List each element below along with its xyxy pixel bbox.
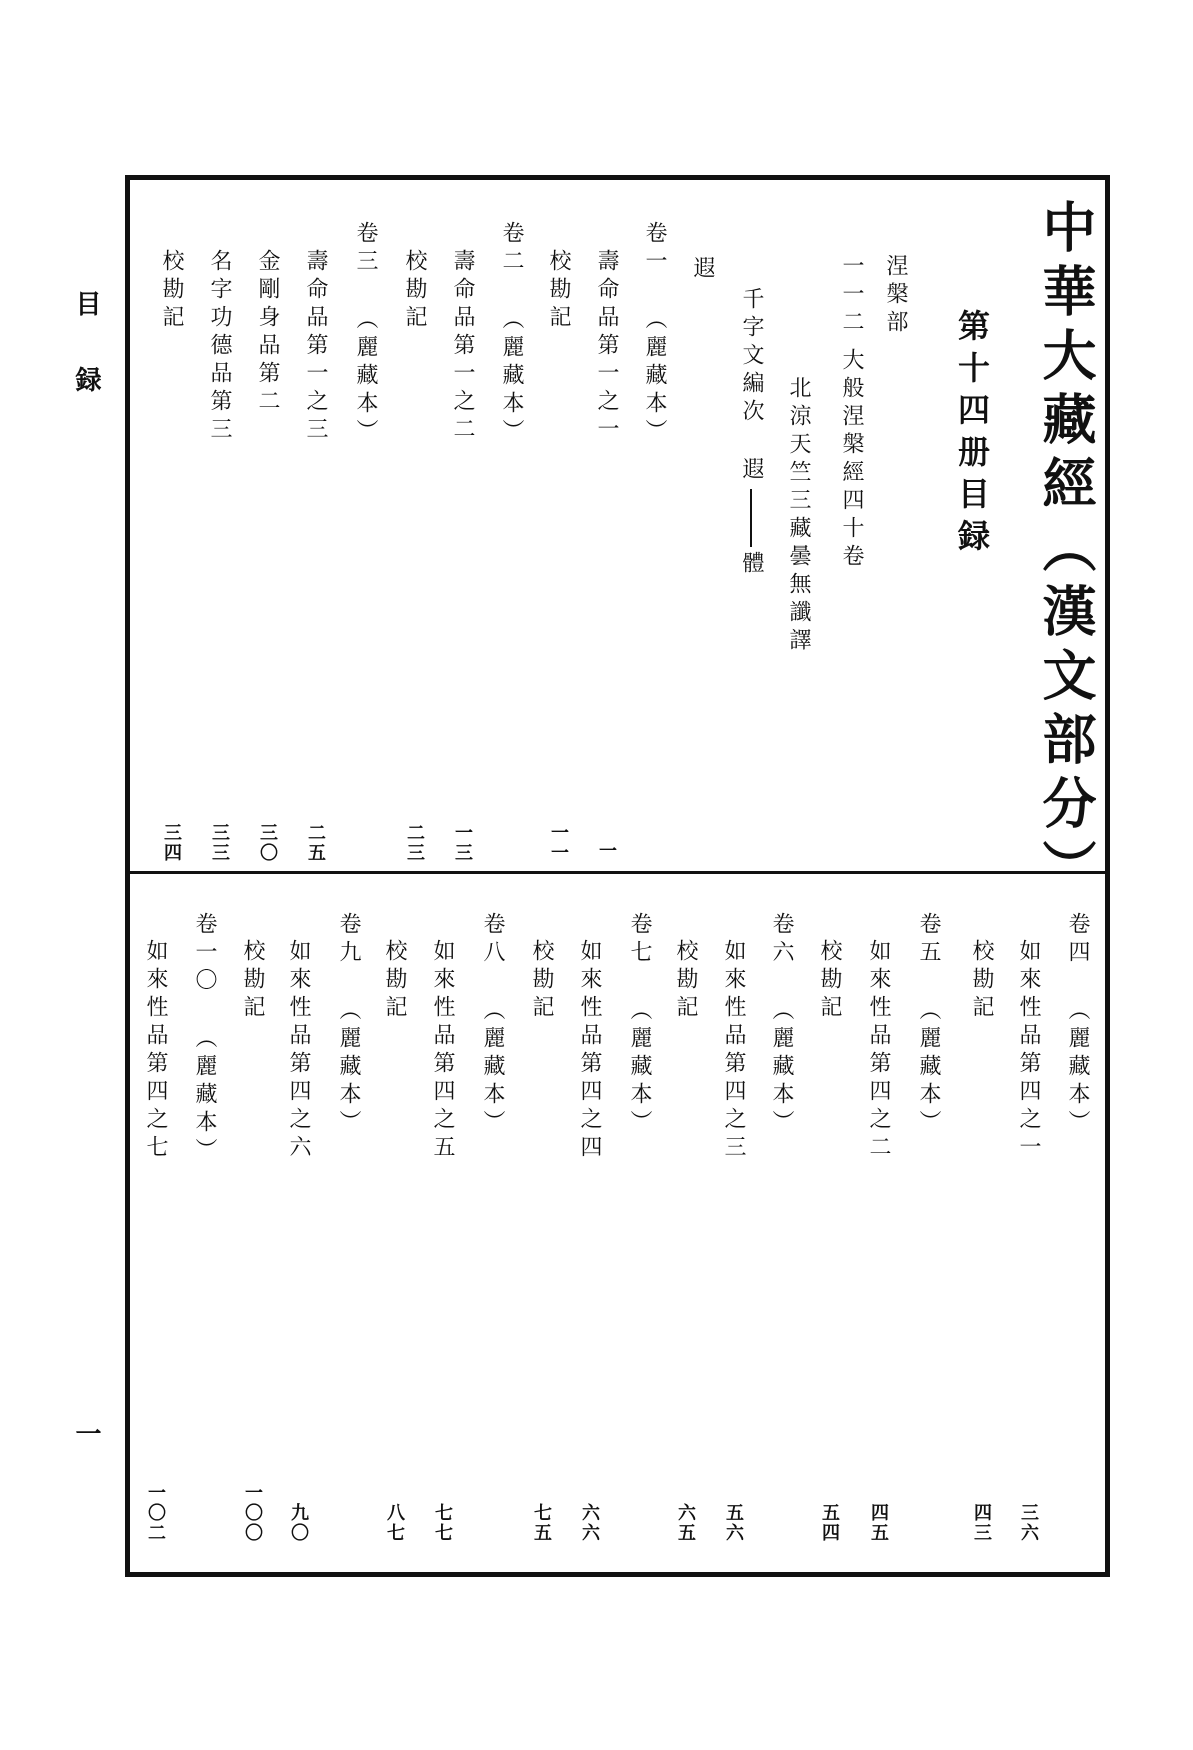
toc-entry (1017, 939, 1039, 1163)
sutra-number: 一一二 (839, 254, 864, 338)
toc-entry (970, 939, 992, 1023)
volume-heading: 第十四册目録 (953, 309, 991, 561)
entry-label: 卷七 (627, 912, 652, 968)
toc-volume-heading (354, 221, 376, 447)
page-number: 五四 (819, 1503, 840, 1543)
toc-entry (818, 939, 840, 1023)
entry-label: 校勘記 (673, 939, 698, 1023)
entry-label: 名字功德品第三 (207, 249, 232, 445)
entry-label: 如來性品第四之五 (430, 939, 455, 1163)
edition-note: （麗藏本） (769, 998, 794, 1138)
page-number: 一 (596, 841, 617, 861)
toc-entry (403, 249, 425, 333)
entry-label: 如來性品第四之四 (577, 939, 602, 1163)
entry-label: 卷一 (642, 221, 667, 277)
edition-note: （麗藏本） (642, 307, 667, 447)
section-name: 涅槃部 (883, 254, 908, 338)
toc-entry (578, 939, 600, 1163)
toc-entry (287, 939, 309, 1163)
toc-entry (595, 249, 617, 445)
translator: 北涼天竺三藏曇無讖譯 (786, 376, 811, 656)
edition-note: （麗藏本） (192, 1026, 217, 1166)
qianziwen-label: 千字文編次 (739, 287, 764, 427)
range-dash (750, 489, 752, 547)
entry-label: 卷五 (916, 912, 941, 968)
toc-entry (547, 249, 569, 333)
entry-label: 如來性品第四之六 (286, 939, 311, 1163)
sutra-title: 大般涅槃經四十卷 (839, 348, 864, 572)
page-number: 三四 (161, 823, 182, 863)
toc-volume-heading (770, 912, 792, 1138)
qianziwen-order (740, 287, 762, 579)
half-divider (125, 871, 1110, 874)
page-number: 三三 (209, 823, 230, 863)
entry-label: 校勘記 (529, 939, 554, 1023)
toc-entry (256, 249, 278, 417)
entry-label: 卷八 (480, 912, 505, 968)
edition-note: （麗藏本） (353, 307, 378, 447)
toc-entry (241, 939, 263, 1023)
edition-note: （麗藏本） (627, 998, 652, 1138)
page-number: 一三 (452, 823, 473, 863)
case-character: 遐 (690, 256, 715, 284)
page-number: 三〇 (257, 823, 278, 863)
page-number: 八七 (384, 1503, 405, 1543)
collection-title: 中華大藏經（漢文部分） (1034, 199, 1098, 903)
page-number: 五六 (723, 1503, 744, 1543)
page-number: 二五 (305, 823, 326, 863)
toc-volume-heading (481, 912, 503, 1138)
entry-label: 校勘記 (402, 249, 427, 333)
entry-label: 金剛身品第二 (255, 249, 280, 417)
entry-label: 校勘記 (382, 939, 407, 1023)
page-number: 一〇〇 (242, 1483, 263, 1543)
toc-entry (304, 249, 326, 445)
edition-note: （麗藏本） (499, 307, 524, 447)
page-number: 四五 (868, 1503, 889, 1543)
toc-volume-heading (337, 912, 359, 1138)
page-number: 九〇 (288, 1503, 309, 1543)
entry-label: 壽命品第一之一 (594, 249, 619, 445)
entry-label: 壽命品第一之三 (303, 249, 328, 445)
edition-note: （麗藏本） (1065, 998, 1090, 1138)
toc-entry (530, 939, 552, 1023)
toc-entry (722, 939, 744, 1163)
toc-entry (160, 249, 182, 333)
toc-volume-heading (500, 221, 522, 447)
toc-entry (674, 939, 696, 1023)
edition-note: （麗藏本） (336, 998, 361, 1138)
edition-note: （麗藏本） (480, 998, 505, 1138)
entry-label: 如來性品第四之三 (721, 939, 746, 1163)
toc-volume-heading (628, 912, 650, 1138)
entry-label: 卷九 (336, 912, 361, 968)
edition-note: （麗藏本） (916, 998, 941, 1138)
entry-label: 校勘記 (240, 939, 265, 1023)
entry-label: 如來性品第四之七 (143, 939, 168, 1163)
entry-label: 校勘記 (159, 249, 184, 333)
toc-entry (451, 249, 473, 445)
toc-volume-heading (193, 912, 215, 1166)
page-number: 六六 (579, 1503, 600, 1543)
toc-entry (383, 939, 405, 1023)
entry-label: 壽命品第一之二 (450, 249, 475, 445)
toc-entry (208, 249, 230, 445)
page-number: 七七 (432, 1503, 453, 1543)
entry-label: 校勘記 (817, 939, 842, 1023)
toc-entry (867, 939, 889, 1163)
page-number: 一〇二 (145, 1483, 166, 1543)
entry-label: 卷二 (499, 221, 524, 277)
page-number: 一一 (548, 823, 569, 863)
page-number: 七五 (531, 1503, 552, 1543)
toc-volume-heading (917, 912, 939, 1138)
page-number: 三六 (1018, 1503, 1039, 1543)
toc-volume-heading (1066, 912, 1088, 1138)
page-number: 四三 (971, 1503, 992, 1543)
qianziwen-from: 遐 (739, 457, 764, 485)
page-number: 六五 (675, 1503, 696, 1543)
entry-label: 卷三 (353, 221, 378, 277)
toc-entry (144, 939, 166, 1163)
entry-label: 卷四 (1065, 912, 1090, 968)
entry-label: 校勘記 (969, 939, 994, 1023)
entry-label: 校勘記 (546, 249, 571, 333)
margin-label: 目録 (71, 290, 101, 442)
entry-label: 卷一〇 (192, 912, 217, 996)
page-number: 二三 (404, 823, 425, 863)
toc-entry (431, 939, 453, 1163)
entry-label: 如來性品第四之一 (1016, 939, 1041, 1163)
entry-label: 如來性品第四之二 (866, 939, 891, 1163)
margin-page-number: 一 (71, 1420, 101, 1496)
toc-volume-heading (643, 221, 665, 447)
entry-label: 卷六 (769, 912, 794, 968)
qianziwen-to: 體 (739, 551, 764, 579)
